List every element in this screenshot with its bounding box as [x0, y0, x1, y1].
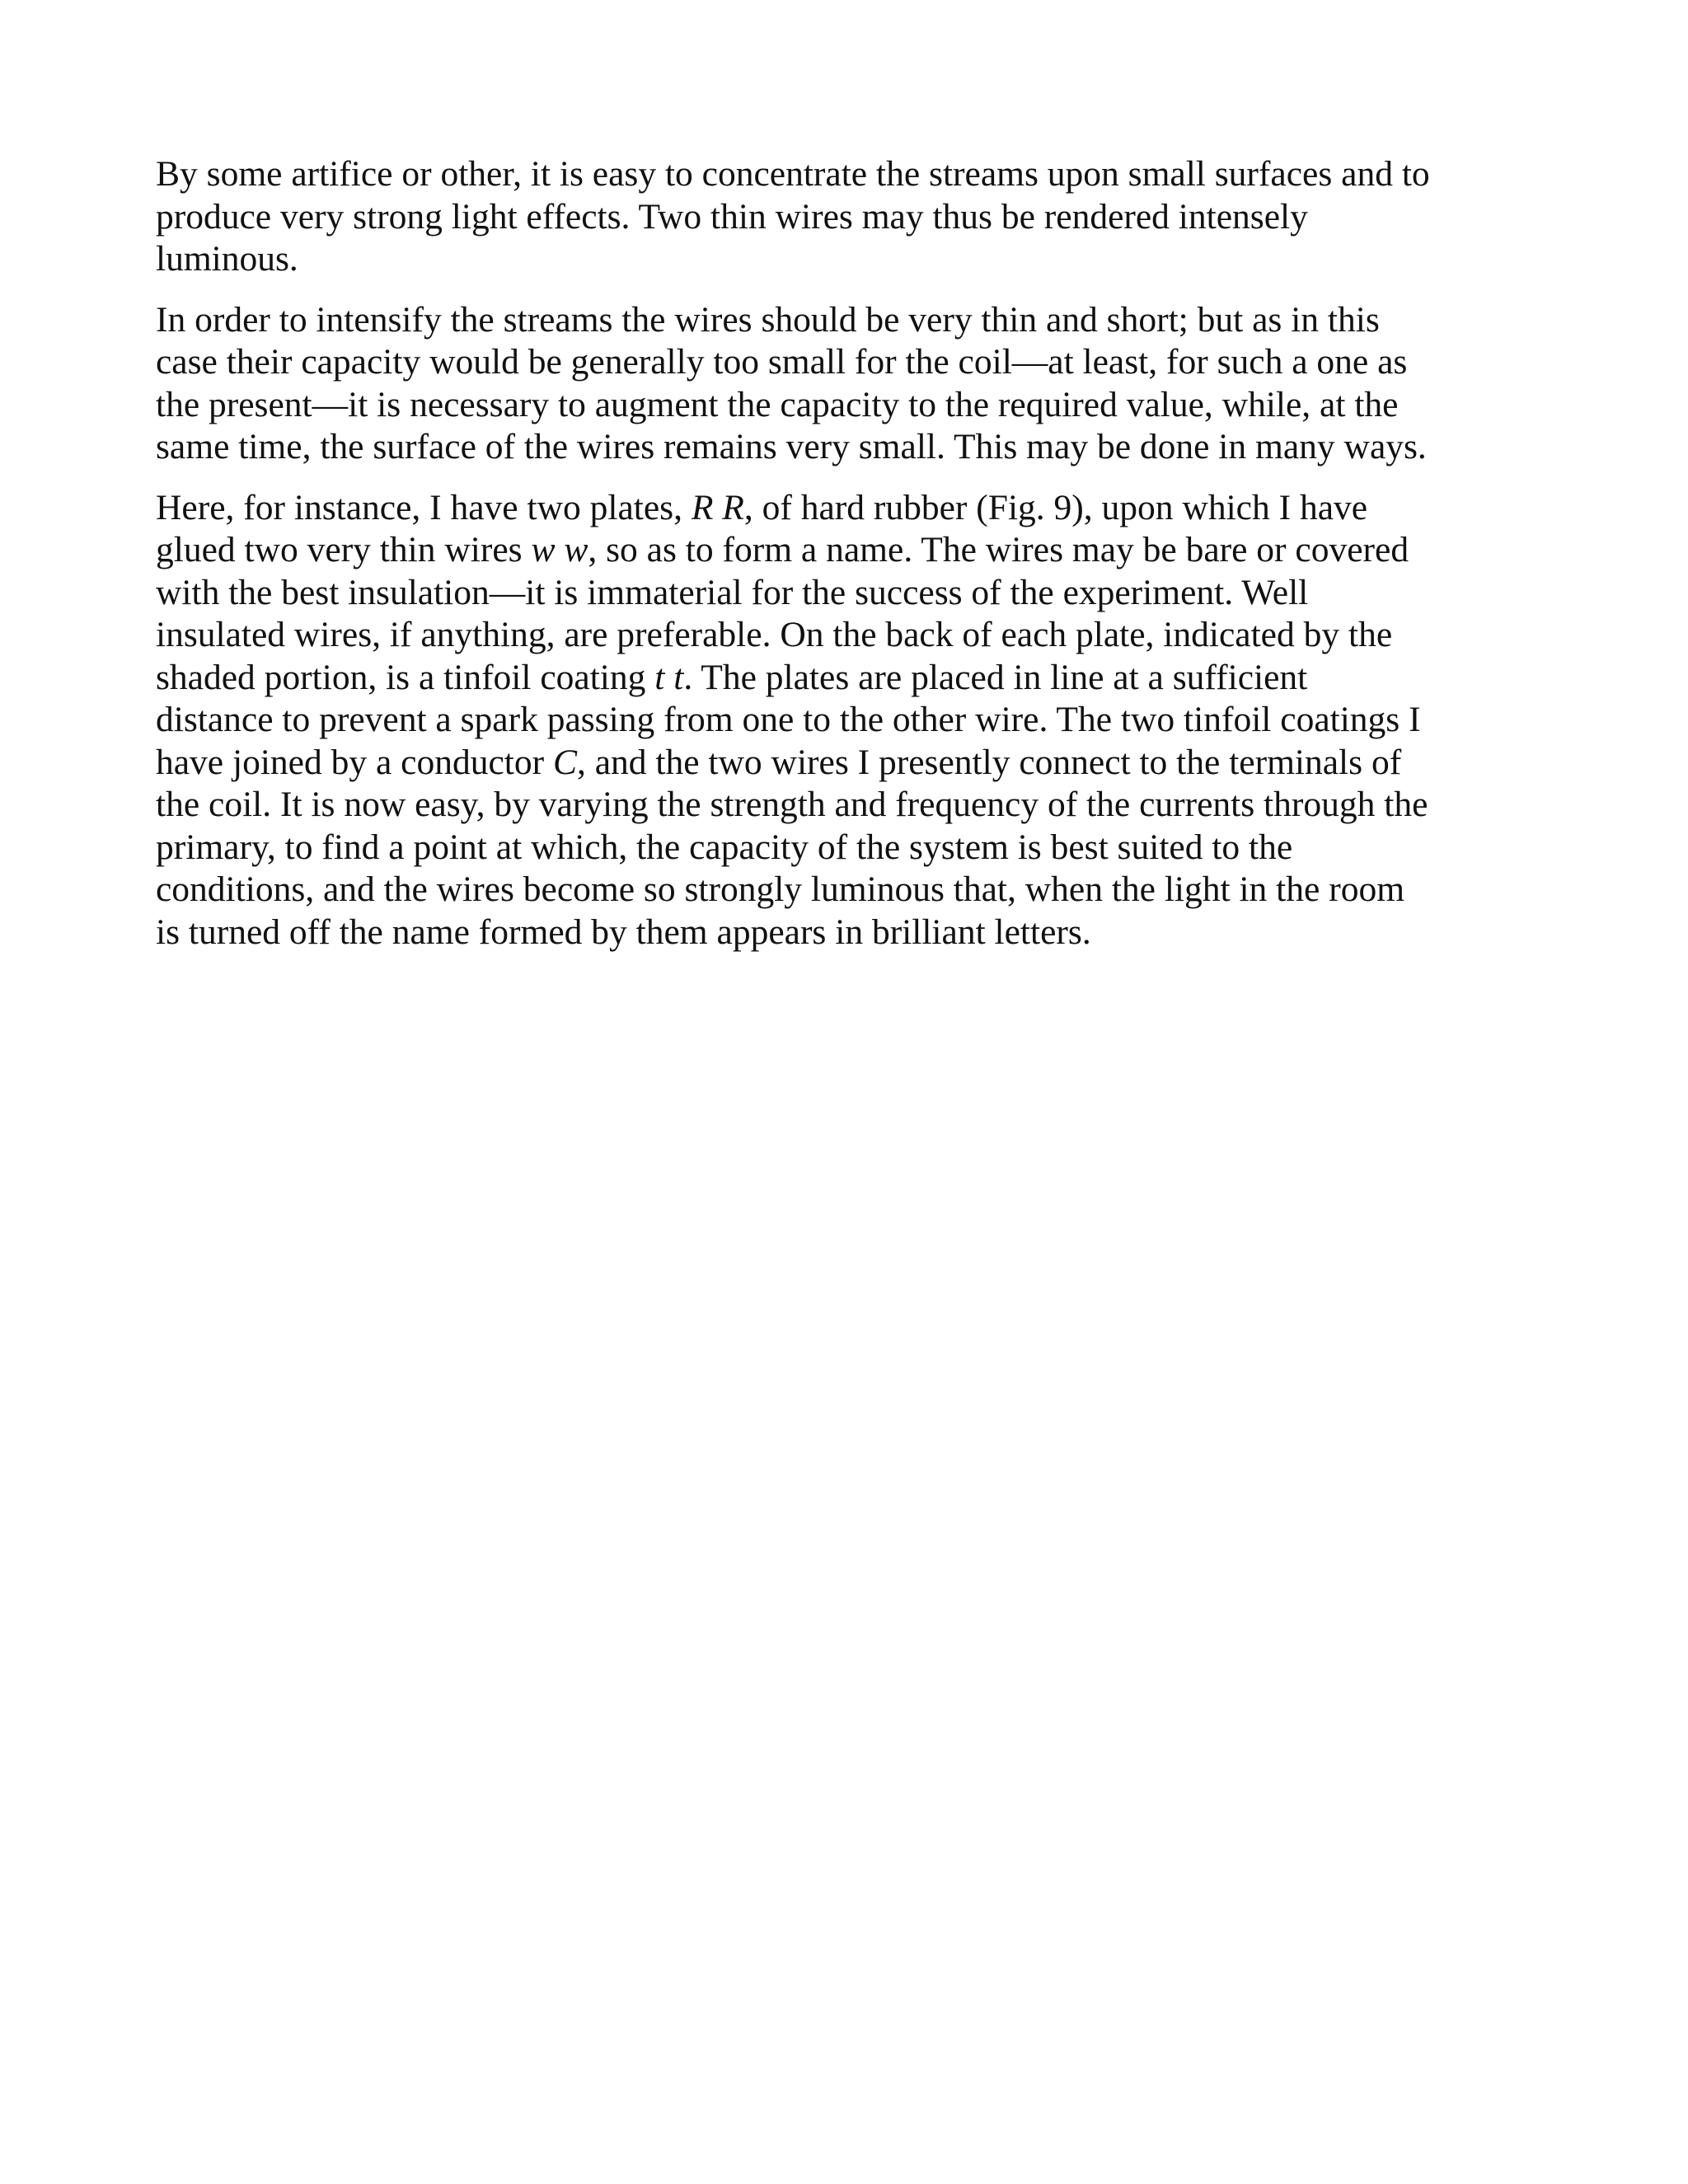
text-run: glued two very thin wires: [156, 530, 532, 569]
text-run: insulated wires, if anything, are preferable. On the back of each plate, indicated by the: [156, 615, 1393, 654]
text-run: By some artifice or other, it is easy to concentrate the streams upon small surfaces and to: [156, 154, 1430, 194]
text-line: [156, 699, 1540, 742]
text-line: [156, 529, 1540, 572]
text-line: [156, 869, 1540, 912]
text-run: , so as to form a name. The wires may be bare or covered: [588, 530, 1409, 569]
text-line: [156, 487, 1540, 530]
text-line: [156, 827, 1540, 869]
text-run: case their capacity would be generally too small for the coil—at least, for such a one as: [156, 342, 1408, 382]
text-run: the present—it is necessary to augment the capacity to the required value, while, at the: [156, 384, 1399, 424]
text-line: [156, 196, 1540, 239]
text-run: shaded portion, is a tinfoil coating: [156, 657, 655, 697]
italic-label-rr: R R: [691, 487, 744, 527]
body-text: [156, 153, 1540, 972]
paragraph-1: [156, 153, 1540, 281]
text-run: produce very strong light effects. Two thin wires may thus be rendered intensely: [156, 196, 1308, 237]
text-line: [156, 341, 1540, 384]
text-run: have joined by a conductor: [156, 742, 553, 782]
text-line: [156, 384, 1540, 427]
text-line: [156, 614, 1540, 657]
text-line: [156, 426, 1540, 469]
italic-label-c: C: [552, 742, 577, 782]
text-run: the coil. It is now easy, by varying the strength and frequency of the currents through the: [156, 785, 1428, 824]
paragraph-3: [156, 487, 1540, 954]
text-run: , of hard rubber (Fig. 9), upon which I have: [743, 487, 1368, 527]
text-run: primary, to find a point at which, the capacity of the system is best suited to the: [156, 827, 1293, 867]
text-run: Here, for instance, I have two plates,: [156, 487, 692, 527]
text-line: [156, 299, 1540, 342]
text-line: [156, 153, 1540, 196]
text-line: [156, 238, 1540, 281]
text-run: same time, the surface of the wires remains very small. This may be done in many ways.: [156, 427, 1427, 466]
italic-label-tt: t t: [654, 657, 684, 697]
italic-label-ww: w w: [531, 530, 588, 569]
text-run: is turned off the name formed by them appears in brilliant letters.: [156, 912, 1091, 952]
text-line: [156, 657, 1540, 700]
text-run: with the best insulation—it is immaterial for the success of the experiment. Well: [156, 572, 1309, 612]
text-run: conditions, and the wires become so strongly luminous that, when the light in the room: [156, 869, 1405, 909]
text-line: [156, 742, 1540, 785]
text-run: , and the two wires I presently connect to the terminals of: [576, 742, 1402, 782]
text-run: . The plates are placed in line at a sufficient: [683, 657, 1308, 697]
text-line: [156, 572, 1540, 615]
text-run: distance to prevent a spark passing from one to the other wire. The two tinfoil coatings I: [156, 700, 1421, 739]
paragraph-2: [156, 299, 1540, 469]
text-line: [156, 912, 1540, 954]
text-run: In order to intensify the streams the wires should be very thin and short; but as in this: [156, 299, 1380, 340]
text-run: luminous.: [156, 239, 298, 279]
text-line: [156, 784, 1540, 827]
